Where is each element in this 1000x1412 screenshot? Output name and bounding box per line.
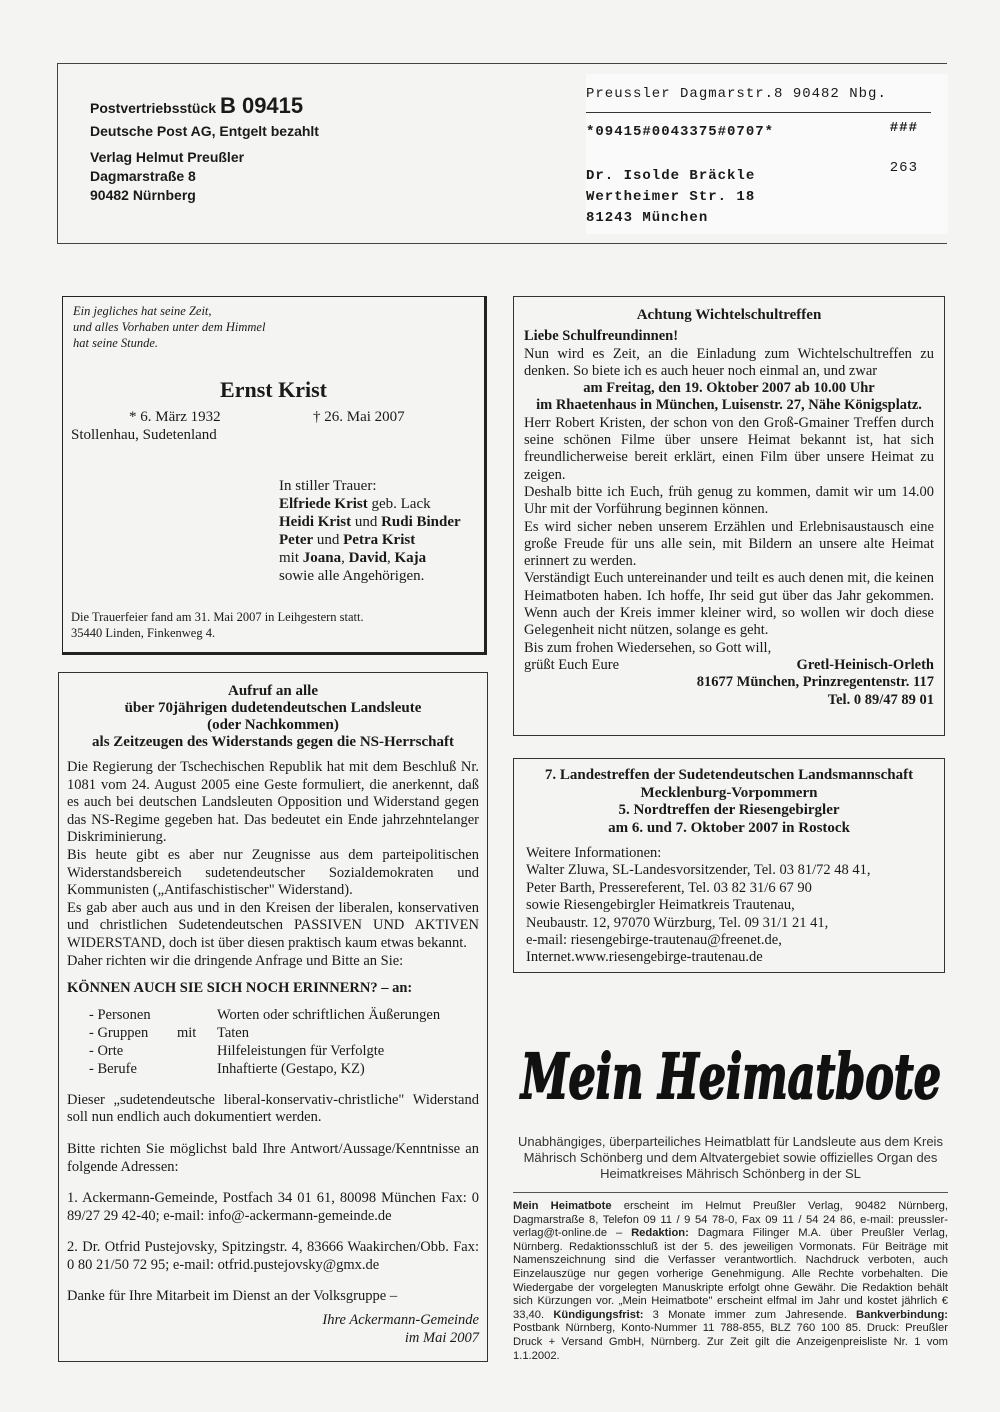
- table-cell: mit: [177, 1024, 197, 1041]
- info-line: e-mail: riesengebirge-trautenau@freenet.de,: [526, 932, 782, 949]
- paragraph: Verständigt Euch untereinander und teilt es auch denen mit, die keinen Heimatboten haben. Ich hoffe, Ihr seid gut über das Jahr gekommen. Wenn auch der Kreis immer kleiner wird, so wollen wir doch diese Gelegenheit nicht nützen, solange es geht.: [524, 570, 934, 639]
- sender-line: Preussler Dagmarstr.8 90482 Nbg.: [586, 86, 887, 102]
- mourner-name: David: [348, 550, 387, 566]
- table-row: [89, 1006, 440, 1024]
- mourner-name: Joana: [302, 550, 342, 566]
- table-cell: [177, 1060, 217, 1078]
- mourner-name: Peter: [279, 532, 314, 548]
- address-label: [586, 74, 948, 234]
- heading-line: Mecklenburg-Vorpommern: [640, 784, 818, 801]
- address-1: 1. Ackermann-Gemeinde, Postfach 34 01 61, 80098 München Fax: 0 89/27 29 42-40; e-mail: info@-ackermann-gemeinde.de: [67, 1190, 479, 1224]
- mourner-text: geb. Lack: [367, 496, 431, 512]
- info-line: Peter Barth, Pressereferent, Tel. 03 82 31/6 67 90: [526, 879, 812, 896]
- info-line: Internet.www.riesengebirge-trautenau.de: [526, 949, 763, 966]
- heading-line: Aufruf an alle: [228, 683, 318, 699]
- event-date: am Freitag, den 19. Oktober 2007 ab 10.00 Uhr: [583, 380, 875, 397]
- funeral-line: 35440 Linden, Finkenweg 4.: [71, 626, 216, 640]
- post-line2: Deutsche Post AG, Entgelt bezahlt: [90, 123, 319, 139]
- obituary-notice: [62, 296, 487, 655]
- appeal-signature: Ihre Ackermann-Gemeinde: [322, 1312, 479, 1329]
- signature-line: [524, 657, 934, 674]
- greeting: Liebe Schulfreundinnen!: [524, 328, 679, 345]
- heading-line: über 70jährigen dudetendeutschen Landsleute: [124, 700, 422, 716]
- info-line: sowie Riesengebirgler Heimatkreis Trautenau,: [526, 897, 795, 914]
- motto-line: Ein jegliches hat seine Zeit,: [73, 304, 212, 318]
- table-cell: [177, 1006, 217, 1024]
- heading-line: am 6. und 7. Oktober 2007 in Rostock: [608, 819, 850, 836]
- signature-name: Gretl-Heinisch-Orleth: [796, 656, 934, 673]
- mourner-name: Petra Krist: [343, 532, 416, 548]
- table-cell: - Personen: [89, 1006, 151, 1023]
- table-row: [89, 1042, 440, 1060]
- masthead-logo: [513, 1020, 953, 1130]
- motto-line: hat seine Stunde.: [73, 336, 159, 350]
- death-date: † 26. Mai 2007: [313, 409, 405, 425]
- imprint-bold: Bankverbindung:: [856, 1308, 949, 1321]
- imprint-bold: Mein Heimatbote: [513, 1200, 612, 1212]
- table-cell: - Gruppen: [89, 1024, 149, 1041]
- motto-line: und alles Vorhaben unter dem Himmel: [73, 320, 266, 334]
- imprint-text: 3 Monate immer zum Jahresende.: [643, 1308, 857, 1321]
- paragraph: Deshalb bitte ich Euch, früh genug zu kommen, damit wir um 14.00 Uhr mit der Vorführung beginnen können.: [524, 483, 934, 518]
- mourner-line: [279, 531, 461, 549]
- paragraph: Bis heute gibt es aber nur Zeugnisse aus dem parteipolitischen Widerstandsbereich sudetendeutscher Sozialdemokraten und Kommunisten („Antifaschistischer" Widerstand).: [67, 846, 479, 899]
- table-cell: Hilfeleistungen für Verfolgte: [217, 1042, 385, 1059]
- wichtel-announcement: [513, 296, 945, 736]
- table-row: [89, 1024, 440, 1042]
- announcement-title: Achtung Wichtelschultreffen: [636, 307, 822, 323]
- heading-line: (oder Nachkommen): [207, 717, 339, 733]
- topics-table: [89, 1006, 440, 1078]
- mourner-line: sowie alle Angehörigen.: [279, 568, 425, 584]
- rostock-heading: [526, 767, 932, 837]
- info-line: Neubaustr. 12, 97070 Würzburg, Tel. 09 31/1 21 41,: [526, 914, 829, 931]
- signature-phone: Tel. 0 89/47 89 01: [827, 691, 934, 708]
- heading-line: als Zeitzeugen des Widerstands gegen die NS-Herrschaft: [92, 734, 454, 750]
- heading-line: 7. Landestreffen der Sudetendeutschen Landsmannschaft: [544, 767, 914, 783]
- greets-text: grüßt Euch Eure: [524, 656, 620, 673]
- publisher: Verlag Helmut Preußler: [90, 149, 245, 165]
- mourner-text: ,: [386, 550, 395, 566]
- post-number: B 09415: [219, 93, 304, 118]
- mourner-name: Elfriede Krist: [279, 496, 368, 512]
- hashes: ###: [889, 120, 918, 136]
- obituary-motto: [73, 303, 265, 351]
- imprint-bold: Redaktion:: [631, 1227, 689, 1240]
- logo-text: Mein Heimatbote: [519, 1040, 941, 1113]
- publisher-street: Dagmarstraße 8: [90, 168, 196, 184]
- appeal-date: im Mai 2007: [404, 1329, 479, 1346]
- paragraph: Es wird sicher neben unserem Erzählen und Erlebnisaustausch eine große Freude für uns alle sein, mit Bildern an unsere alte Heimat erinnert zu werden.: [524, 518, 934, 570]
- table-cell: - Orte: [89, 1042, 124, 1059]
- birth-date: * 6. März 1932: [129, 409, 221, 425]
- paragraph: Die Regierung der Tschechischen Republik hat mit dem Beschluß Nr. 1081 vom 24. August 2005 eine Geste formuliert, die anerkennt, daß es auch bei deutschen Landsleuten Opposition und Widerstand gegen das NS-Regime gegeben hat. Das bedeutet ein Ende jahrzehntelanger Diskriminierung.: [67, 759, 479, 846]
- mourner-line: [279, 513, 461, 531]
- rostock-announcement: [513, 758, 945, 973]
- appeal-question: KÖNNEN AUCH SIE SICH NOCH ERINNERN? – an:: [67, 980, 413, 997]
- mourners: [279, 477, 461, 585]
- imprint-bold: Kündigungsfrist:: [553, 1308, 644, 1321]
- signature-address: 81677 München, Prinzregentenstr. 117: [696, 674, 934, 691]
- label-rule: [586, 112, 931, 113]
- mourner-text: und: [313, 532, 344, 548]
- paragraph: Bis zum frohen Wiedersehen, so Gott will,: [524, 639, 772, 656]
- mourner-name: Kaja: [394, 550, 427, 566]
- info-line: Walter Zluwa, SL-Landesvorsitzender, Tel. 03 81/72 48 41,: [526, 862, 871, 879]
- mourner-text: ,: [341, 550, 349, 566]
- imprint-text: Postbank Nürnberg, Konto-Nummer 11 788-855, BLZ 760 100 85. Druck: Preußler Druck + Versand GmbH, Nürnberg. Zur Zeit gilt die Anzeigenpreisliste Nr. 1 vom 1.1.2002.: [513, 1322, 948, 1362]
- table-cell: Taten: [217, 1024, 249, 1041]
- paragraph: Es gab aber auch aus und in den Kreisen der liberalen, konservativen und christlichen Sudetendeutschen PASSIVEN UND AKTIVEN WIDERSTAND, doch ist über diesen praktisch kaum etwas bekannt.: [67, 899, 479, 951]
- funeral-info: [71, 609, 364, 641]
- info-line: Weitere Informationen:: [526, 845, 662, 861]
- paragraph: Daher richten wir die dringende Anfrage und Bitte an Sie:: [67, 952, 404, 969]
- post-label: Postvertriebsstück: [90, 100, 217, 116]
- imprint: [513, 1200, 948, 1363]
- recipient-address: [586, 166, 755, 229]
- mourning-intro: In stiller Trauer:: [279, 478, 377, 494]
- masthead-rule: [513, 1192, 948, 1193]
- paragraph: Herr Robert Kristen, der schon von den Groß-Gmainer Treffen durch seine schönen Filme über unsere Heimat bekannt ist, hat sich freundlicherweise bereit erklärt, einen Film über unsere Heimat zu zeigen.: [524, 414, 934, 483]
- paragraph: Dieser „sudetendeutsche liberal-konservativ-christliche" Widerstand soll nun endlich auch dokumentiert werden.: [67, 1091, 479, 1126]
- address-2: 2. Dr. Otfrid Pustejovsky, Spitzingstr. 4, 83666 Waakirchen/Obb. Fax: 0 80 21/50 72 95; e-mail: otfrid.pustejovsky@gmx.de: [67, 1239, 479, 1273]
- table-cell: - Berufe: [89, 1060, 137, 1077]
- funeral-line: Die Trauerfeier fand am 31. Mai 2007 in Leihgestern statt.: [71, 610, 364, 624]
- masthead: [513, 1020, 953, 1360]
- mourner-name: Heidi Krist: [279, 514, 352, 530]
- mourner-text: und: [351, 514, 382, 530]
- postal-info: [90, 93, 319, 205]
- mourner-line: [279, 549, 461, 567]
- table-cell: Inhaftierte (Gestapo, KZ): [217, 1060, 365, 1077]
- thanks: Danke für Ihre Mitarbeit im Dienst an der Volksgruppe –: [67, 1288, 398, 1305]
- event-place: im Rhaetenhaus in München, Luisenstr. 27, Nähe Königsplatz.: [536, 397, 922, 414]
- appeal-notice: [58, 672, 488, 1362]
- table-cell: Worten oder schriftlichen Äußerungen: [217, 1006, 441, 1023]
- recipient-name: Dr. Isolde Bräckle: [586, 168, 756, 184]
- heading-line: 5. Nordtreffen der Riesengebirgler: [618, 802, 840, 818]
- table-cell: [177, 1042, 217, 1060]
- recipient-city: 81243 München: [586, 210, 709, 226]
- mailing-header: [57, 63, 947, 244]
- table-row: [89, 1060, 440, 1078]
- imprint-text: erscheint im Helmut Preußler Verlag, 90482 Nürnberg, Dagmarstraße 8, Telefon 09 11 / 9 54 78-0, Fax 09 11 / 54 24 86, e-mail: preussler-verlag@t-online.de –: [513, 1200, 948, 1240]
- code-line: *09415#0043375#0707*: [586, 124, 775, 140]
- mourner-line: [279, 495, 461, 513]
- recipient-street: Wertheimer Str. 18: [586, 189, 756, 205]
- birthplace: Stollenhau, Sudetenland: [71, 427, 217, 443]
- imprint-text: Dagmara Filinger M.A. über Preußler Verlag, Nürnberg. Redaktionsschluß ist der 5. des jeweiligen Vormonats. Für Beiträge mit Namenszeichnung sind die Verfasser verantwortlich. Nachdruck verboten, auch Einzelauszüge nur gegen vorherige Genehmigung. Alle Rechte vorbehalten. Die Wiedergabe der vorgelegten Manuskripte erfolgt ohne Gewähr. Die Redaktion behält sich Kürzungen vor. „Mein Heimatbote" erscheint elfmal im Jahr und kostet jährlich € 33,40.: [513, 1227, 948, 1321]
- deceased-name: Ernst Krist: [220, 377, 327, 402]
- paragraph: Bitte richten Sie möglichst bald Ihre Antwort/Aussage/Kenntnisse an folgende Adressen:: [67, 1140, 479, 1175]
- appeal-heading: [67, 683, 479, 751]
- mourner-name: Rudi Binder: [381, 514, 461, 530]
- tagline: Unabhängiges, überparteiliches Heimatblatt für Landsleute aus dem Kreis Mährisch Schönberg und dem Altvatergebiet sowie offizielles Organ des Heimatkreises Mährisch Schönberg in der SL: [518, 1134, 943, 1181]
- publisher-city: 90482 Nürnberg: [90, 187, 196, 203]
- label-number: 263: [889, 160, 918, 176]
- paragraph: Nun wird es Zeit, an die Einladung zum Wichtelschultreffen zu denken. So biete ich es auch heuer noch einmal an, und zwar: [524, 345, 934, 379]
- mourner-text: mit: [279, 550, 303, 566]
